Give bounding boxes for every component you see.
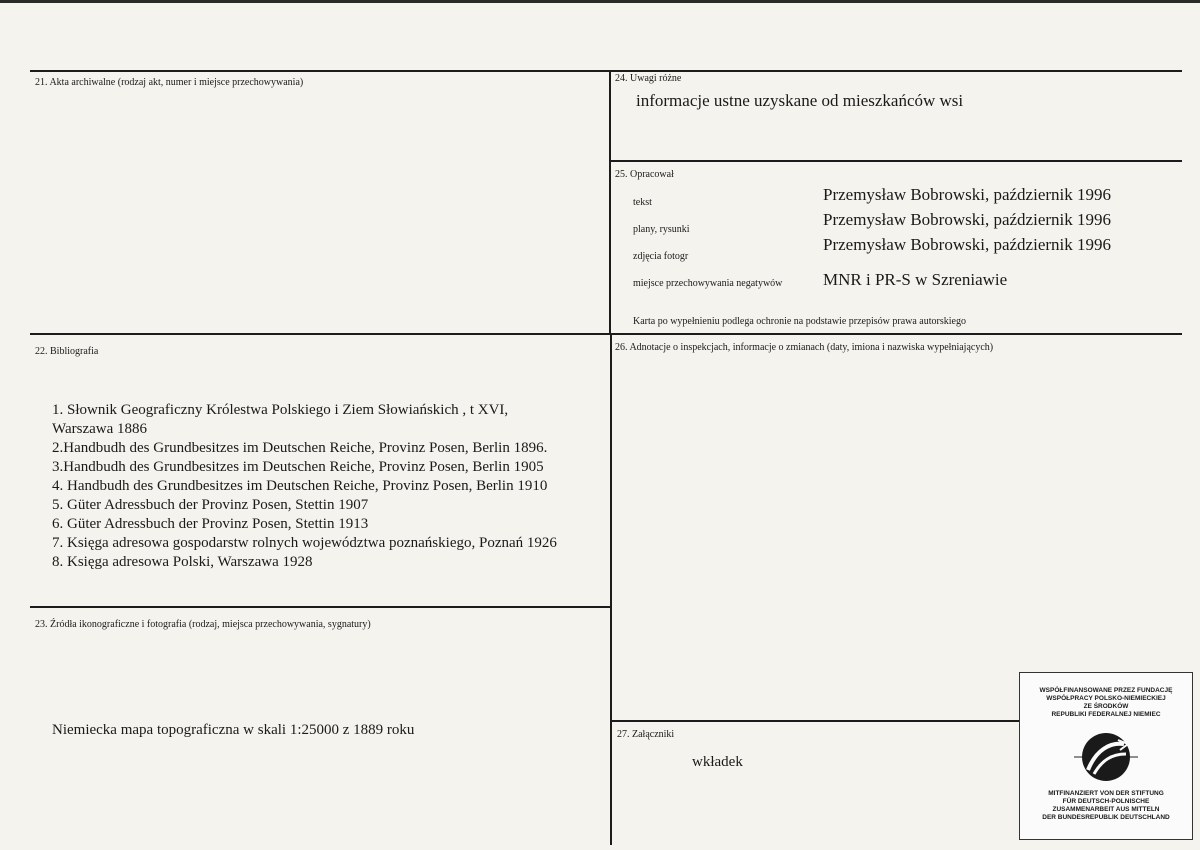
funding-stamp [1019,672,1193,840]
rule-26-27 [612,720,1020,722]
rule-center-upper [609,70,611,334]
author-row-photos-label: zdjęcia fotogr [633,251,689,262]
bibliography-item: 5. Güter Adressbuch der Provinz Posen, Stettin 1907 [52,497,369,513]
stamp-top-text: WSPÓŁFINANSOWANE PRZEZ FUNDACJĘ WSPÓŁPRACY POLSKO-NIEMIECKIEJ ZE ŚRODKÓW REPUBLIKI FEDERALNEJ NIEMIEC [1039,687,1173,718]
section-26-label: 26. Adnotacje o inspekcjach, informacje o zmianach (daty, imiona i nazwiska wypełniających) [615,342,994,353]
rule-middle [30,333,1182,335]
author-row-drawings-label: plany, rysunki [633,224,690,235]
bibliography-item: 7. Księga adresowa gospodarstw rolnych województwa poznańskiego, Poznań 1926 [52,535,557,551]
section-23-label: 23. Źródła ikonograficzne i fotografia (rodzaj, miejsca przechowywania, sygnatury) [35,619,371,630]
section-24-label: 24. Uwagi różne [615,73,682,84]
author-row-text-label: tekst [633,197,652,208]
rule-22-23 [30,606,612,608]
section-25-label: 25. Opracował [615,169,674,180]
page-top-edge [0,0,1200,3]
author-row-text-value: Przemysław Bobrowski, październik 1996 [823,185,1111,204]
author-row-drawings-value: Przemysław Bobrowski, październik 1996 [823,210,1111,229]
bibliography-item: Warszawa 1886 [52,421,148,437]
bibliography-item: 4. Handbudh des Grundbesitzes im Deutschen Reiche, Provinz Posen, Berlin 1910 [52,478,548,494]
foundation-logo-icon [1074,730,1138,791]
negatives-location-value: MNR i PR-S w Szreniawie [823,270,1008,289]
bibliography-item: 6. Güter Adressbuch der Provinz Posen, Stettin 1913 [52,516,369,532]
bibliography-item: 2.Handbudh des Grundbesitzes im Deutschen Reiche, Provinz Posen, Berlin 1896. [52,440,548,456]
bibliography-item: 8. Księga adresowa Polski, Warszawa 1928 [52,554,313,570]
section-24-value: informacje ustne uzyskane od mieszkańców wsi [636,91,964,110]
bibliography-list [52,401,612,572]
bibliography-item: 1. Słownik Geograficzny Królestwa Polskiego i Ziem Słowiańskich , t XVI, [52,402,509,418]
stamp-bottom-text: MITFINANZIERT VON DER STIFTUNG FÜR DEUTSCH-POLNISCHE ZUSAMMENARBEIT AUS MITTELN DER BUNDESREPUBLIK DEUTSCHLAND [1042,790,1170,821]
section-22-label: 22. Bibliografia [35,346,99,357]
bibliography-item: 3.Handbudh des Grundbesitzes im Deutschen Reiche, Provinz Posen, Berlin 1905 [52,459,544,475]
rule-24-25 [610,160,1182,162]
rule-top [30,70,1182,72]
copyright-note: Karta po wypełnieniu podlega ochronie na podstawie przepisów prawa autorskiego [633,316,966,327]
section-23-value: Niemiecka mapa topograficzna w skali 1:25000 z 1889 roku [52,722,415,738]
section-27-value: wkładek [692,754,743,770]
negatives-location-label: miejsce przechowywania negatywów [633,278,783,289]
author-row-photos-value: Przemysław Bobrowski, październik 1996 [823,235,1111,254]
section-21-label: 21. Akta archiwalne (rodzaj akt, numer i miejsce przechowywania) [35,77,304,88]
section-27-label: 27. Załączniki [617,729,675,740]
